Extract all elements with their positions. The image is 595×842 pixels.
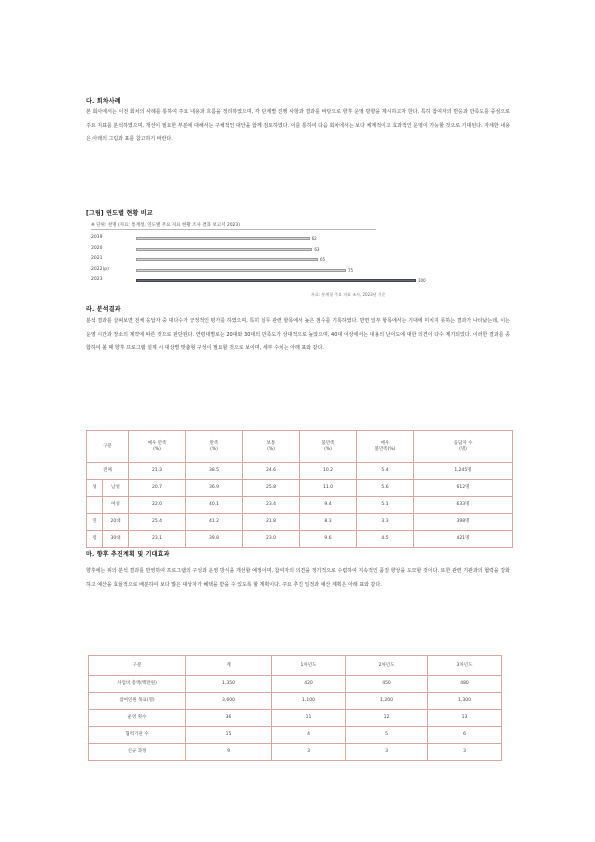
table-cell: 24.6 (243, 463, 300, 480)
table-row (87, 480, 513, 497)
table-header-cell: 응답자 수 (명) (414, 431, 513, 463)
chart-value-label: 63 (314, 246, 320, 252)
table-cell: 480 (428, 676, 502, 693)
table-cell: 40.1 (186, 497, 243, 514)
table-cell: 36 (186, 710, 272, 727)
row-label: 여성 (103, 497, 129, 514)
table-cell: 5.6 (357, 480, 414, 497)
row-group: 령 (87, 531, 103, 548)
table-cell: 10.2 (300, 463, 357, 480)
table-row (89, 676, 502, 693)
chart-bar (136, 248, 312, 251)
row-group: 성 (87, 480, 103, 497)
row-group: 연 (87, 514, 103, 531)
chart-category-label: 2019 (91, 235, 103, 240)
table-row (89, 710, 502, 727)
section-paragraph-plans: 향후에는 위의 분석 결과를 반영하여 프로그램의 구성과 운영 방식을 개선할 예정이며, 참여자의 의견을 정기적으로 수렴하여 지속적인 품질 향상을 도모할 것이다. 또한 관련 기관과의 협력을 강화하고 예산을 효율적으로 배분하여 보다 많은 대상자가 혜택을 받을 수 있도록 할 계획이다. 주요 추진 일정과 예산 계획은 아래 표와 같다. (86, 568, 510, 588)
table-cell: 21.8 (243, 514, 300, 531)
table-cell: 4.5 (357, 531, 414, 548)
table-header-cell: 구분 (89, 656, 186, 676)
table-cell: 8.3 (300, 514, 357, 531)
row-label: 20대 (103, 514, 129, 531)
chart-bar (136, 237, 310, 240)
chart-value-label: 62 (311, 236, 317, 241)
table-cell: 15 (186, 727, 272, 744)
table-cell: 5.4 (357, 463, 414, 480)
chart-title: ※ 단위: 천명 (자료: 통계청, 연도별 주요 지표 현황 조사 결과 보고서 2023) (91, 223, 241, 228)
table-header-cell: 불만족 (%) (300, 431, 357, 463)
table-cell: 9.6 (300, 531, 357, 548)
row-label: 참여인원 목표(명) (89, 693, 186, 710)
table-cell: 421명 (414, 531, 513, 548)
chart-category-label: 2023 (91, 277, 103, 282)
table-cell: 398명 (414, 514, 513, 531)
chart-value-label: 65 (320, 257, 326, 262)
table-cell: 41.2 (186, 514, 243, 531)
budget-plan-table (88, 655, 502, 761)
table-cell: 21.3 (129, 463, 186, 480)
table-cell: 38.5 (186, 463, 243, 480)
chart-title-rule (91, 229, 376, 230)
chart-bar (136, 269, 346, 272)
section-heading-plans: 마. 향후 추진계획 및 기대효과 (86, 551, 170, 558)
row-group (87, 497, 103, 514)
table-cell: 3 (346, 744, 428, 761)
table-cell: 39.8 (186, 531, 243, 548)
table-cell: 23.0 (243, 531, 300, 548)
table-cell: 13 (428, 710, 502, 727)
table-row (89, 744, 502, 761)
section-paragraph-results: 분석 결과를 살펴보면 전체 응답자 중 대다수가 긍정적인 평가를 하였으며, 특히 실무 관련 항목에서 높은 점수를 기록하였다. 반면 일부 항목에서는 기대에 미치지 못하는 결과가 나타났는데, 이는 운영 시간과 장소의 제약에 따른 것으로 판단된다. 연령대별로는 20대와 30대의 만족도가 상대적으로 높았으며, 40대 이상에서는 내용의 난이도에 대한 의견이 다수 제기되었다. 이러한 결과를 종합하여 볼 때 향후 프로그램 설계 시 대상별 맞춤형 구성이 필요할 것으로 보이며, 세부 수치는 아래 표와 같다. (86, 318, 510, 352)
table-cell: 3.3 (357, 514, 414, 531)
section-heading-cases: 다. 회차사례 (86, 98, 121, 105)
table-header-cell: 계 (186, 656, 272, 676)
table-cell: 1,300 (428, 693, 502, 710)
table-row (89, 693, 502, 710)
table-header-cell: 매우 불만족(%) (357, 431, 414, 463)
table-cell: 36.9 (186, 480, 243, 497)
table-header-cell: 구분 (87, 431, 129, 463)
row-label: 남성 (103, 480, 129, 497)
table-cell: 25.4 (129, 514, 186, 531)
table-cell: 20.7 (129, 480, 186, 497)
table-cell: 9 (186, 744, 272, 761)
table-row (87, 514, 513, 531)
table-cell: 25.8 (243, 480, 300, 497)
table-cell: 633명 (414, 497, 513, 514)
chart-category-label: 2022(p) (91, 266, 109, 272)
chart-bar (136, 279, 416, 282)
satisfaction-table (86, 430, 513, 548)
table-cell: 11.0 (300, 480, 357, 497)
table-cell: 23.4 (243, 497, 300, 514)
table-header-cell: 3차년도 (428, 656, 502, 676)
chart-heading: [그림] 연도별 현황 비교 (86, 210, 153, 217)
table-cell: 5 (346, 727, 428, 744)
table-cell: 1,200 (346, 693, 428, 710)
section-heading-results: 라. 분석결과 (86, 306, 121, 313)
table-cell: 1,350 (186, 676, 272, 693)
chart-bar (136, 258, 318, 261)
table-header-row (89, 656, 502, 676)
table-cell: 12 (346, 710, 428, 727)
table-cell: 3 (272, 744, 346, 761)
chart-value-label: 75 (348, 267, 354, 273)
table-header-row (87, 431, 513, 463)
table-row (87, 497, 513, 514)
table-cell: 6 (428, 727, 502, 744)
table-cell: 1,245명 (414, 463, 513, 480)
chart-category-label: 2020 (91, 245, 103, 251)
row-label: 운영 횟수 (89, 710, 186, 727)
table-cell: 612명 (414, 480, 513, 497)
table-cell: 3,600 (186, 693, 272, 710)
table-cell: 3 (428, 744, 502, 761)
row-label: 협력기관 수 (89, 727, 186, 744)
table-header-cell: 보통 (%) (243, 431, 300, 463)
table-cell: 420 (272, 676, 346, 693)
bar-chart (86, 222, 441, 298)
table-cell: 1,100 (272, 693, 346, 710)
chart-category-label: 2021 (91, 256, 103, 261)
table-cell: 9.4 (300, 497, 357, 514)
chart-note: 자료: 통계청 주요 지표 조사, 2023년 기준 (311, 292, 386, 297)
table-cell: 11 (272, 710, 346, 727)
table-cell: 5.1 (357, 497, 414, 514)
row-label: 전체 (87, 463, 129, 480)
table-cell: 23.1 (129, 531, 186, 548)
table-row (87, 531, 513, 548)
table-row (87, 463, 513, 480)
row-label: 사업비 총액(백만원) (89, 676, 186, 693)
table-header-cell: 2차년도 (346, 656, 428, 676)
table-cell: 450 (346, 676, 428, 693)
row-label: 신규 과정 (89, 744, 186, 761)
section-paragraph-cases: 본 회사에서는 이전 회차의 사례를 통하여 주요 내용과 흐름을 정리하였으며, 각 단계별 진행 사항과 결과를 바탕으로 향후 운영 방향을 제시하고자 한다. 특히 참여자의 반응과 만족도를 중심으로 주요 지표를 분석하였으며, 개선이 필요한 부분에 대해서는 구체적인 대안을 함께 검토하였다. 이를 통하여 다음 회차에서는 보다 체계적이고 효과적인 운영이 가능할 것으로 기대된다. 자세한 내용은 아래의 그림과 표를 참고하기 바란다. (86, 109, 510, 143)
row-label: 30대 (103, 531, 129, 548)
table-cell: 4 (272, 727, 346, 744)
chart-value-label: 100 (418, 278, 426, 283)
table-row (89, 727, 502, 744)
table-header-cell: 만족 (%) (186, 431, 243, 463)
table-header-cell: 매우 만족 (%) (129, 431, 186, 463)
table-header-cell: 1차년도 (272, 656, 346, 676)
table-cell: 22.0 (129, 497, 186, 514)
